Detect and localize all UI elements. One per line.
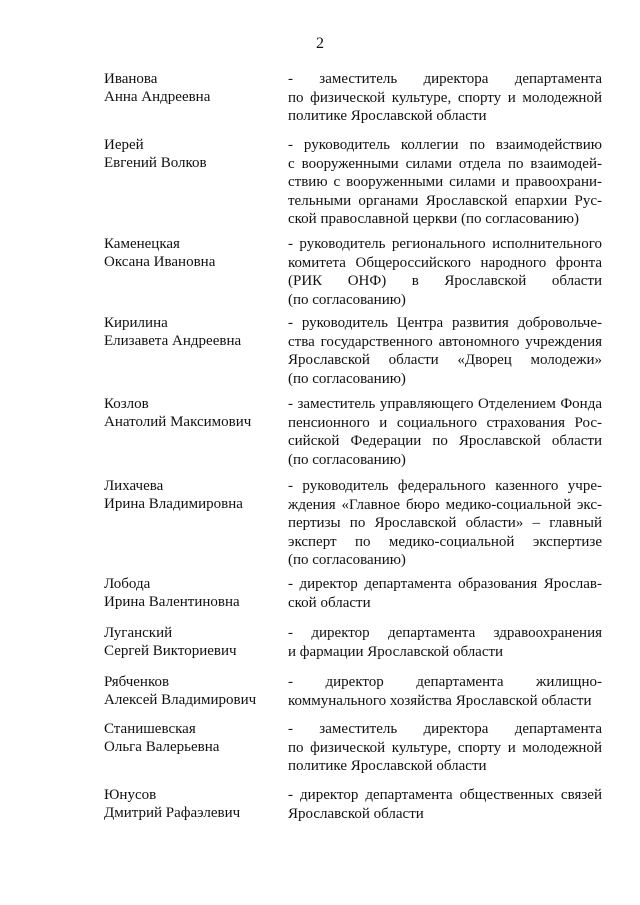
member-surname: Лобода [104,576,151,592]
position-line: (по согласованию) [288,451,406,468]
member-given-names: Евгений Волков [104,155,207,171]
member-surname: Каменецкая [104,236,180,252]
member-position [288,786,602,823]
position-line: (по согласованию) [288,552,406,568]
position-line: - руководитель Центра развития добровольче- [288,315,602,331]
position-line: - заместитель директора департамента [288,721,602,737]
member-surname: Козлов [104,396,149,412]
member-name [104,624,284,660]
member-surname: Юнусов [104,787,157,803]
position-line: Ярославской области [288,805,424,822]
position-line: сийской Федерации по Ярославской области [288,433,602,449]
position-line: - руководитель коллегии по взаимодействию [288,137,602,153]
member-surname: Рябченков [104,674,170,690]
position-line: ства государственного автономного учреждения [288,333,602,350]
member-name [104,136,284,172]
member-name [104,314,284,350]
position-line: комитета Общероссийского народного фронта [288,254,602,271]
position-line: - руководитель федерального казенного учре- [288,478,602,494]
member-surname: Лихачева [104,478,164,494]
position-line: - директор департамента здравоохранения [288,625,602,641]
position-line: ской православной церкви (по согласованию) [288,211,579,227]
member-name [104,477,284,513]
position-line: пертизы по Ярославской области» – главный [288,515,602,531]
position-line: политике Ярославской области [288,108,487,124]
member-given-names: Елизавета Андреевна [104,333,242,349]
page-number: 2 [316,35,324,52]
position-line: пенсионного и социального страхования Рос- [288,414,602,431]
position-line: тельными органами Ярославской епархии Рус- [288,192,602,209]
member-position [288,673,602,710]
member-position [288,477,602,570]
member-position [288,395,602,469]
member-position [288,720,602,776]
member-surname: Луганский [104,625,173,641]
member-position [288,70,602,126]
position-line: ждения «Главное бюро медико-социальной экс- [288,496,602,513]
position-line: политике Ярославской области [288,758,487,774]
member-given-names: Алексей Владимирович [104,692,257,708]
member-name [104,575,284,611]
member-name [104,720,284,756]
position-line: коммунального хозяйства Ярославской области [288,692,592,709]
member-given-names: Дмитрий Рафаэлевич [104,805,241,821]
member-name [104,673,284,709]
position-line: - заместитель управляющего Отделением Фонда [288,396,602,412]
member-given-names: Ирина Владимировна [104,496,243,512]
position-line: ской области [288,594,371,611]
position-line: с вооруженными силами отдела по взаимодей- [288,155,602,172]
member-position [288,624,602,661]
member-position [288,575,602,612]
member-surname: Иванова [104,71,158,87]
position-line: - заместитель директора департамента [288,71,602,87]
member-surname: Иерей [104,137,144,153]
member-name [104,395,284,431]
member-surname: Станишевская [104,721,196,737]
member-given-names: Анна Андреевна [104,89,211,105]
position-line: и фармации Ярославской области [288,643,504,660]
position-line: - директор департамента общественных связей [288,787,602,803]
position-line: (по согласованию) [288,291,406,308]
member-given-names: Анатолий Максимович [104,414,252,430]
member-given-names: Ирина Валентиновна [104,594,240,610]
position-line: Ярославской области «Дворец молодежи» [288,352,602,368]
position-line: по физической культуре, спорту и молодежной [288,739,602,756]
position-line: - директор департамента жилищно- [288,674,602,690]
position-line: по физической культуре, спорту и молодежной [288,89,602,106]
member-given-names: Ольга Валерьевна [104,739,220,755]
member-position [288,235,602,309]
position-line: ствию с вооруженными силами и правоохрани- [288,174,602,190]
member-name [104,235,284,271]
position-line: - директор департамента образования Ярослав- [288,576,602,592]
member-given-names: Сергей Викториевич [104,643,237,659]
member-surname: Кирилина [104,315,168,331]
position-line: (РИК ОНФ) в Ярославской области [288,273,602,289]
member-position [288,136,602,229]
position-line: эксперт по медико-социальной экспертизе [288,533,602,550]
position-line: (по согласованию) [288,370,406,387]
member-position [288,314,602,388]
member-name [104,70,284,106]
member-given-names: Оксана Ивановна [104,254,216,270]
member-name [104,786,284,822]
position-line: - руководитель регионального исполнительного [288,236,602,252]
